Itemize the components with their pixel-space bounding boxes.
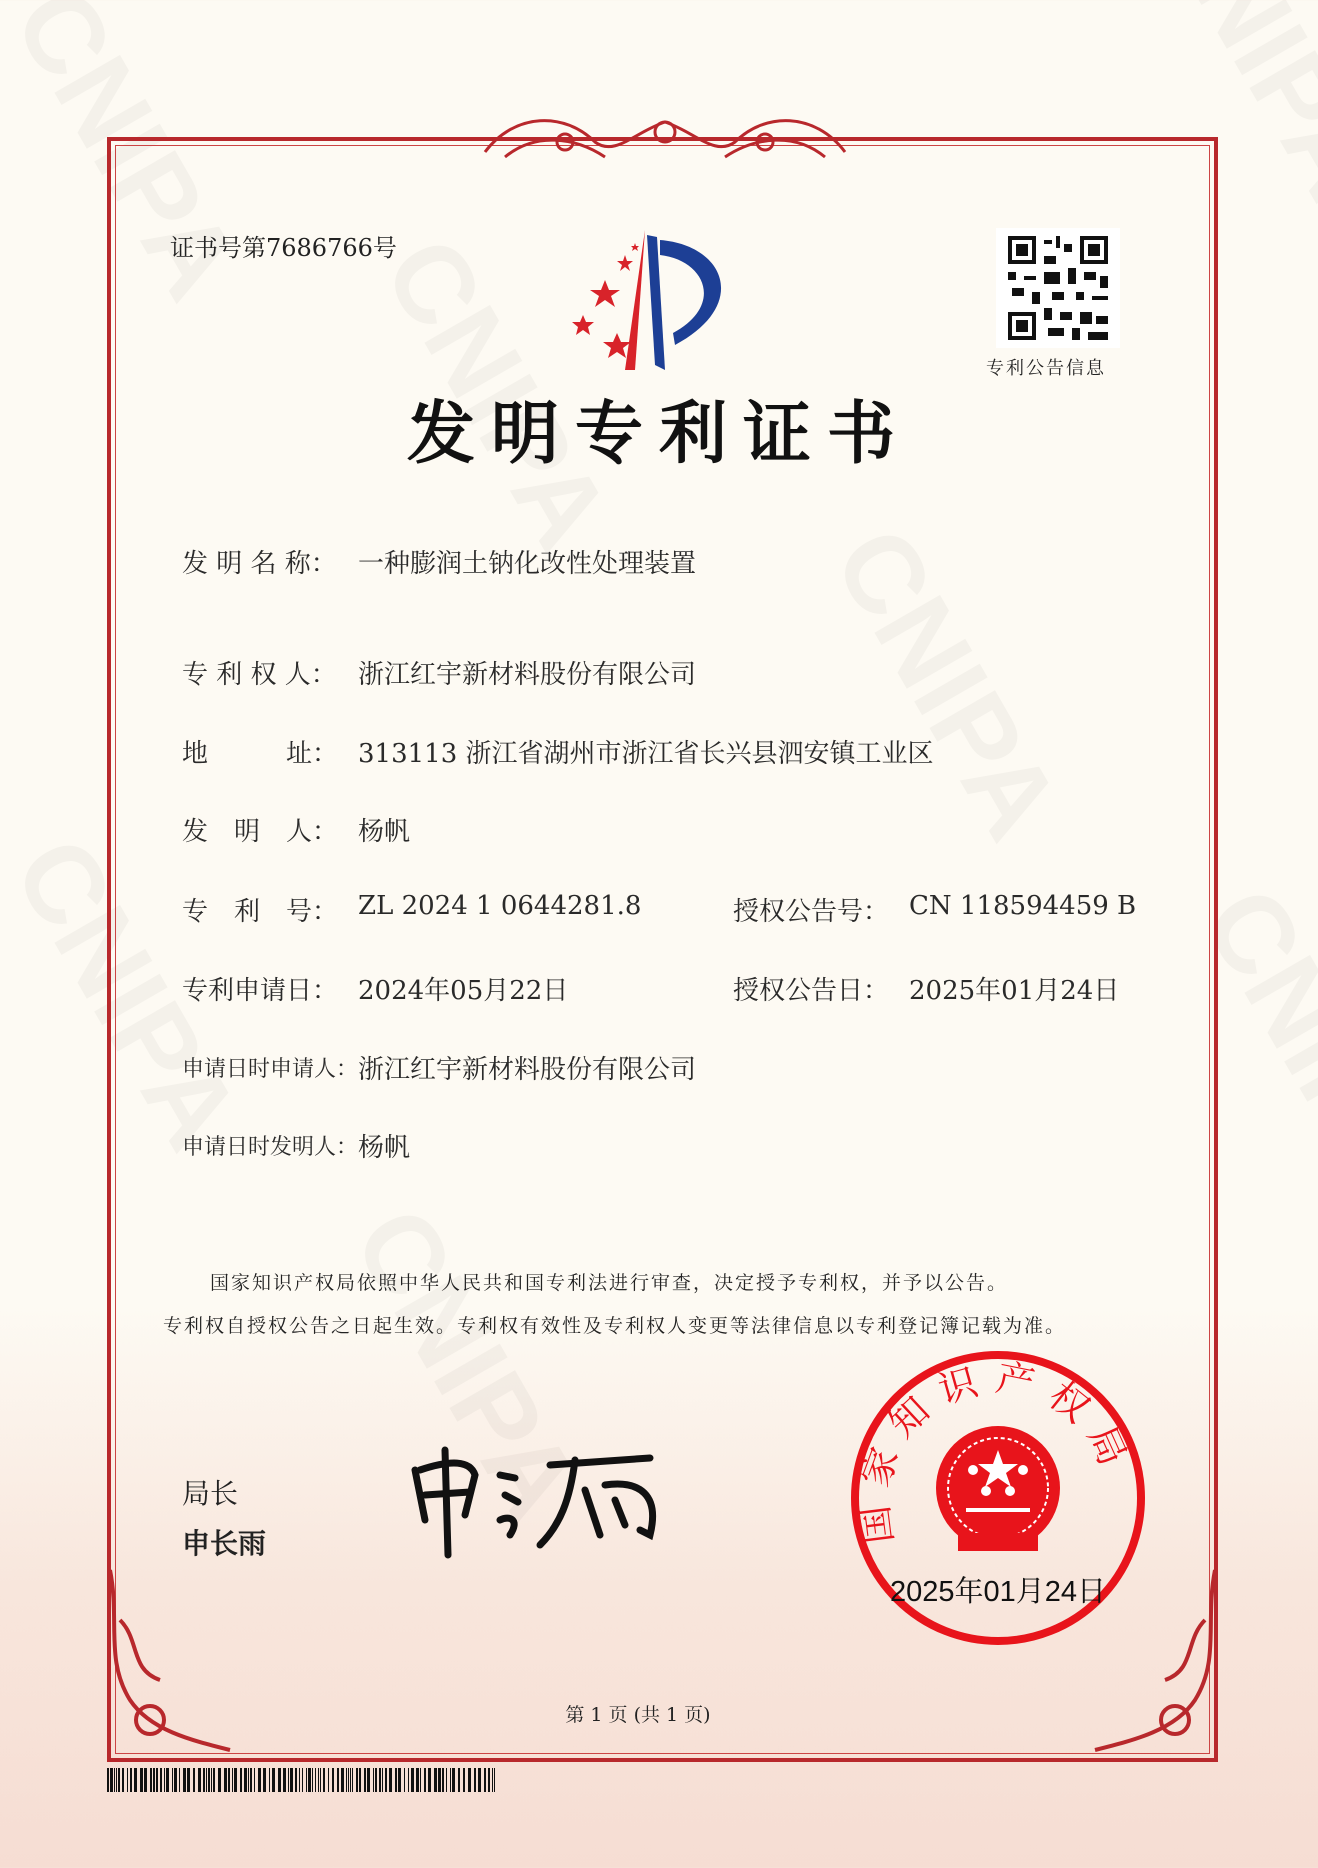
- field-value: 一种膨润土钠化改性处理装置: [358, 549, 697, 579]
- director-signature: [400, 1440, 680, 1560]
- statement-line-2: 专利权自授权公告之日起生效。专利权有效性及专利权人变更等法律信息以专利登记簿记载为准。: [163, 1315, 1067, 1337]
- qr-code[interactable]: [996, 228, 1120, 348]
- field-value: 2025年01月24日: [909, 976, 1120, 1006]
- field-label: 授权公告日：: [733, 976, 890, 1006]
- certificate-number: 证书号第7686766号: [170, 234, 397, 262]
- field-value: 2024年05月22日: [358, 976, 569, 1006]
- statement-line-1: 国家知识产权局依照中华人民共和国专利法进行审查，决定授予专利权，并予以公告。: [210, 1272, 1009, 1294]
- director-title: 局长: [182, 1477, 239, 1510]
- field-label: 专 利 号：: [182, 897, 339, 927]
- top-ornament: [475, 102, 855, 168]
- field-label: 申请日时申请人：: [182, 1057, 359, 1082]
- official-seal: [848, 1348, 1148, 1648]
- field-value: CN 118594459 B: [909, 891, 1137, 921]
- corner-ornament-left: [100, 1560, 240, 1760]
- field-label: 地 址：: [182, 739, 339, 769]
- field-label: 发 明 人：: [182, 817, 339, 847]
- field-label: 申请日时发明人：: [182, 1135, 359, 1160]
- page-title: 发明专利证书: [406, 395, 911, 474]
- field-label: 发 明 名 称：: [182, 549, 337, 579]
- qr-code-label: 专利公告信息: [986, 358, 1106, 379]
- seal-text: 国家知识产权局: [850, 1355, 1141, 1547]
- field-label: 专利申请日：: [182, 976, 339, 1006]
- field-value: 浙江红宇新材料股份有限公司: [358, 1055, 697, 1085]
- page-info: 第 1 页 (共 1 页): [565, 1704, 711, 1726]
- qr-code-icon: [996, 228, 1120, 348]
- field-value: 浙江红宇新材料股份有限公司: [358, 660, 697, 690]
- field-label: 专 利 权 人：: [182, 660, 337, 690]
- seal-date: 2025年01月24日: [889, 1576, 1107, 1608]
- cnipa-logo: [565, 225, 765, 375]
- director-name: 申长雨: [182, 1527, 267, 1560]
- field-label: 授权公告号：: [733, 897, 890, 927]
- barcode: [107, 1768, 497, 1792]
- field-value: 313113 浙江省湖州市浙江省长兴县泗安镇工业区: [358, 739, 934, 769]
- field-value: 杨帆: [358, 1133, 411, 1163]
- field-value: ZL 2024 1 0644281.8: [358, 891, 642, 921]
- field-value: 杨帆: [358, 817, 411, 847]
